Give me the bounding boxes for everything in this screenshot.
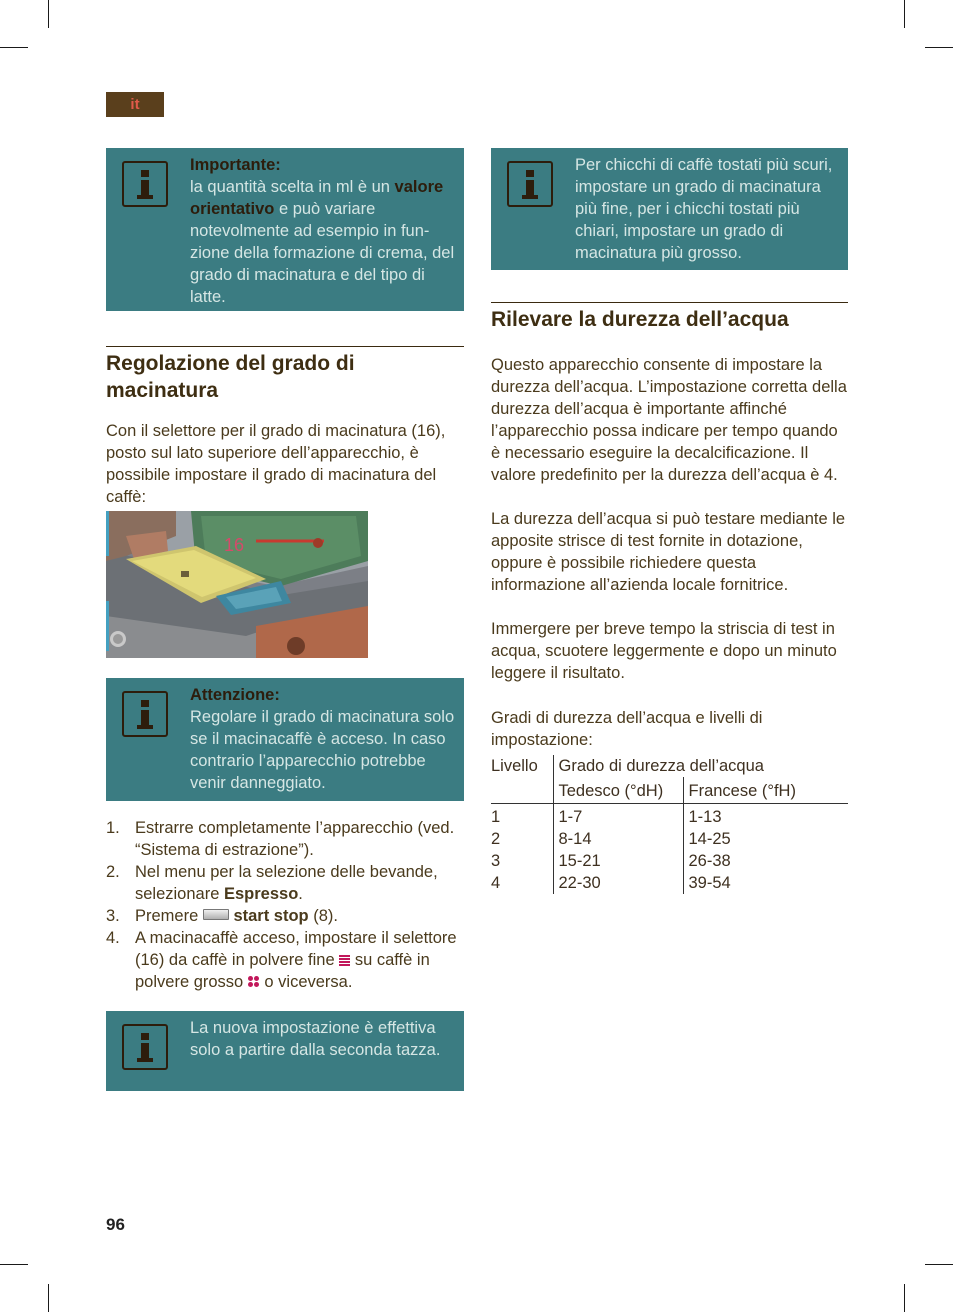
step-bold: start stop	[233, 907, 309, 925]
section-rule	[106, 346, 464, 347]
grind-heading: Regolazione del grado di macinatura	[106, 352, 355, 402]
start-stop-button-icon	[203, 909, 229, 920]
list-item	[106, 905, 466, 927]
info-box-text: La nuova impostazione è effettiva solo a partire dalla seconda tazza.	[190, 1019, 441, 1059]
language-tag: it	[106, 92, 164, 117]
step-text: Estrarre completamente l’apparecchio (ved. “Sistema di estrazione”).	[135, 819, 455, 859]
cell-german: 1-7	[553, 804, 683, 829]
figure-label-16: 16	[224, 535, 245, 555]
step-text: o viceversa.	[259, 973, 353, 991]
list-item	[106, 861, 466, 905]
header-german: Tedesco (°dH)	[553, 777, 683, 804]
cell-french: 14-25	[683, 828, 848, 850]
cell-german: 8-14	[553, 828, 683, 850]
grind-intro: Con il selettore per il grado di macinatura (16), posto sul lato superiore dell’apparecchio, è possibile impostare il grado di macinatura del caffè:	[106, 422, 446, 506]
step-number: 1.	[106, 819, 120, 837]
table-subheader-row	[491, 777, 848, 804]
coarse-grind-icon	[248, 976, 260, 988]
step-number: 3.	[106, 907, 120, 925]
table-row	[491, 872, 848, 894]
step-text: (8).	[308, 907, 338, 925]
info-box-text	[190, 684, 462, 794]
crop-mark	[925, 47, 953, 48]
crop-mark	[904, 0, 905, 28]
header-french: Francese (°fH)	[683, 777, 848, 804]
grinder-figure	[106, 511, 368, 658]
step-text: su caffè in polvere grosso	[135, 951, 430, 991]
table-row	[491, 828, 848, 850]
cell-level: 1	[491, 808, 501, 826]
step-bold: Espresso	[223, 885, 299, 903]
cell-german: 15-21	[553, 850, 683, 872]
step-text: A macinacaffè acceso, impostare il selettore (16) da caffè in polvere fine	[135, 929, 457, 969]
table-caption: Gradi di durezza dell’acqua e livelli di impostazione:	[491, 709, 763, 749]
header-empty	[491, 777, 553, 804]
header-level: Livello	[491, 757, 538, 775]
crop-mark	[904, 1284, 905, 1312]
cell-level: 3	[491, 852, 501, 870]
info-box-important	[106, 148, 464, 311]
step-text: Premere	[135, 907, 203, 925]
info-box-attention	[106, 678, 464, 801]
info-box-title: Attenzione:	[190, 686, 280, 704]
list-item	[106, 817, 466, 861]
info-box-text	[190, 154, 462, 308]
steps-list	[106, 817, 466, 993]
water-paragraph-1: Questo apparecchio consente di impostare la durezza dell’acqua. L’impostazione corretta della durezza dell’acqua è importante affinché l’apparecchio possa indicare per tempo quando è necessario eseguire la decalcificazione. Il valore predefinito per la durezza dell’acqua è 4.	[491, 356, 847, 484]
cell-french: 1-13	[683, 804, 848, 829]
water-paragraph-3: Immergere per breve tempo la striscia di test in acqua, scuotere leggermente e dopo un minuto leggere il risultato.	[491, 620, 837, 682]
info-icon	[122, 161, 168, 207]
step-text: .	[298, 885, 303, 903]
crop-mark	[48, 0, 49, 28]
water-heading: Rilevare la durezza dell’acqua	[491, 308, 789, 331]
crop-mark	[0, 1264, 28, 1265]
cell-level: 2	[491, 830, 501, 848]
step-number: 4.	[106, 929, 120, 947]
info-text-bold: valore orientativo	[190, 178, 444, 218]
info-text-part: la quantità scelta in ml è un	[190, 178, 395, 196]
info-box-text: Per chicchi di caffè tostati più scuri, impostare un grado di macinatura più fine, per i chicchi tostati più chiari, impostare un grado di macinatura più grosso.	[575, 156, 833, 262]
table-header-row	[491, 755, 848, 777]
info-text-part: e può variare notevolmente ad esempio in funzione della formazione di crema, del grado di macinatura e del tipo di latte.	[190, 200, 455, 306]
info-icon	[122, 691, 168, 737]
cell-french: 39-54	[683, 872, 848, 894]
crop-mark	[48, 1284, 49, 1312]
info-icon	[507, 161, 553, 207]
crop-mark	[925, 1264, 953, 1265]
info-box-title: Importante:	[190, 156, 281, 174]
cell-level: 4	[491, 874, 501, 892]
info-box-beans	[491, 148, 848, 270]
table-row	[491, 804, 848, 829]
table-row	[491, 850, 848, 872]
cell-german: 22-30	[553, 872, 683, 894]
water-paragraph-2: La durezza dell’acqua si può testare mediante le apposite strisce di test fornite in dotazione, oppure è possibile richiedere questa informazione all’azienda locale fornitrice.	[491, 510, 846, 594]
info-box-new-setting	[106, 1011, 464, 1091]
hardness-table	[491, 755, 848, 894]
fine-grind-icon	[339, 955, 350, 966]
list-item	[106, 927, 466, 993]
info-text-part: Regolare il grado di macinatura solo se il macinacaffè è acceso. In caso contrario l’apparecchio potrebbe venir danneggiato.	[190, 708, 455, 792]
header-group: Grado di durezza dell’acqua	[553, 755, 848, 777]
info-icon	[122, 1024, 168, 1070]
step-number: 2.	[106, 863, 120, 881]
crop-mark	[0, 47, 28, 48]
section-rule	[491, 302, 848, 303]
cell-french: 26-38	[683, 850, 848, 872]
page-number: 96	[106, 1215, 125, 1234]
step-text: Nel menu per la selezione delle bevande, selezionare	[135, 863, 438, 903]
